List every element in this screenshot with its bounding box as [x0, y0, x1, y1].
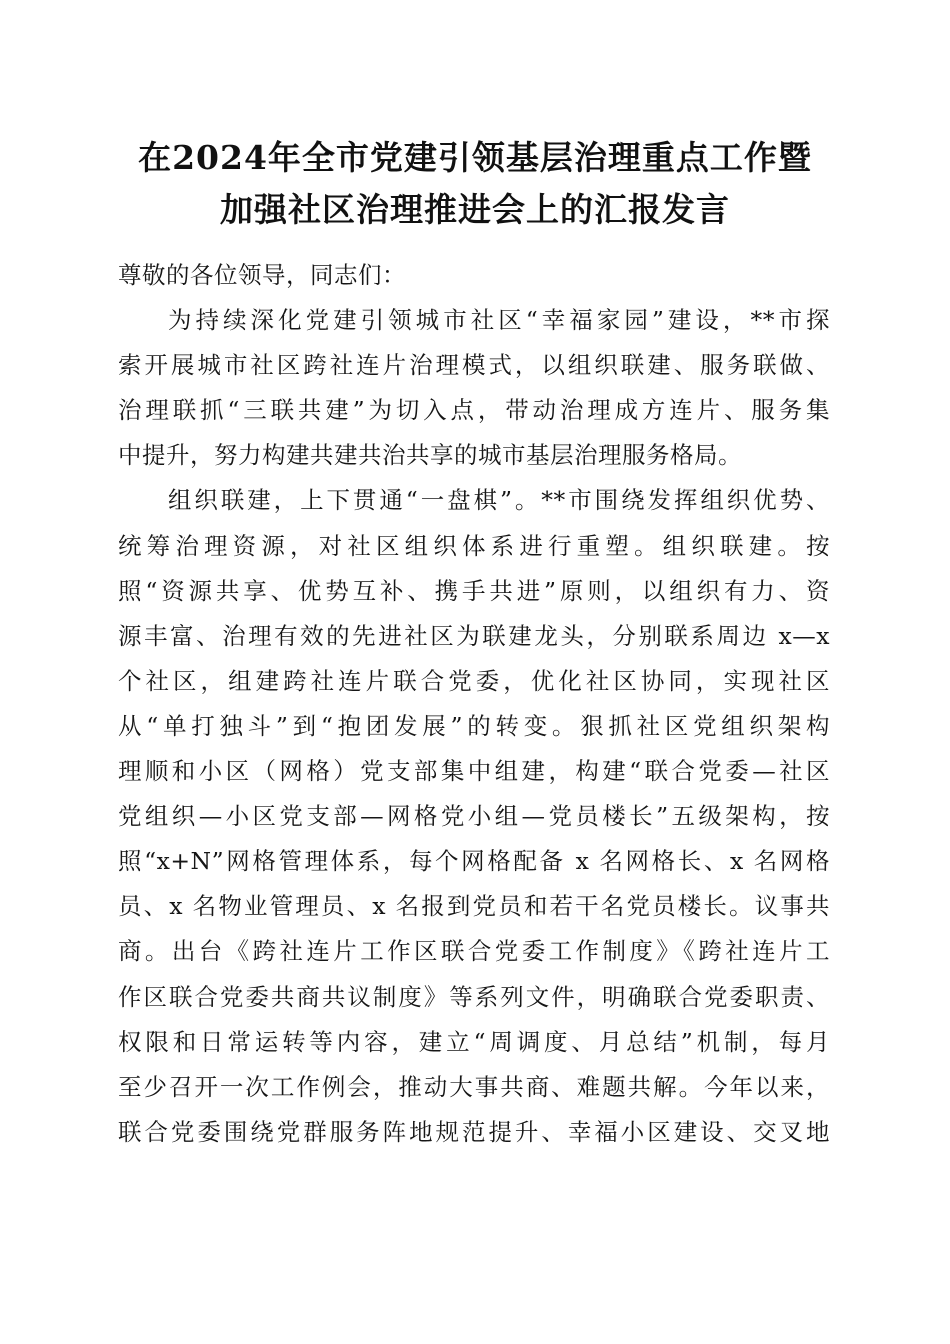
paragraph-line: 照“资源共享、优势互补、携手共进”原则，以组织有力、资 [118, 576, 830, 605]
paragraph-line: 作区联合党委共商共议制度》等系列文件，明确联合党委职责、 [118, 982, 830, 1011]
title-line-2: 加强社区治理推进会上的汇报发言 [220, 190, 730, 229]
paragraph-line: 个社区，组建跨社连片联合党委，优化社区协同，实现社区 [118, 666, 830, 695]
paragraph-line: 中提升，努力构建共建共治共享的城市基层治理服务格局。 [118, 441, 742, 470]
document-title [80, 132, 870, 236]
paragraph-line: 理顺和小区（网格）党支部集中组建，构建“联合党委—社区 [118, 757, 830, 786]
paragraph-line: 统筹治理资源，对社区组织体系进行重塑。组织联建。按 [118, 531, 830, 560]
paragraph-line: 至少召开一次工作例会，推动大事共商、难题共解。今年以来， [118, 1072, 830, 1101]
salutation: 尊敬的各位领导，同志们： [118, 261, 406, 289]
paragraph-1 [118, 298, 830, 478]
paragraph-line: 索开展城市社区跨社连片治理模式，以组织联建、服务联做、 [118, 351, 830, 380]
paragraph-line: 联合党委围绕党群服务阵地规范提升、幸福小区建设、交叉地 [118, 1117, 830, 1146]
paragraph-line: 源丰富、治理有效的先进社区为联建龙头，分别联系周边 x—x [118, 621, 830, 650]
paragraph-line: 党组织—小区党支部—网格党小组—党员楼长”五级架构，按 [118, 802, 830, 831]
paragraph-line: 组织联建，上下贯通“一盘棋”。**市围绕发挥组织优势、 [168, 486, 830, 515]
paragraph-line: 为持续深化党建引领城市社区“幸福家园”建设，**市探 [168, 306, 830, 335]
paragraph-2 [118, 478, 830, 1154]
paragraph-line: 权限和日常运转等内容，建立“周调度、月总结”机制，每月 [118, 1027, 830, 1056]
paragraph-line: 员、x 名物业管理员、x 名报到党员和若干名党员楼长。议事共 [118, 892, 830, 921]
title-line-1: 在2024年全市党建引领基层治理重点工作暨 [138, 138, 812, 177]
paragraph-line: 从“单打独斗”到“抱团发展”的转变。狠抓社区党组织架构 [118, 711, 830, 740]
paragraph-line: 治理联抓“三联共建”为切入点，带动治理成方连片、服务集 [118, 396, 830, 425]
paragraph-line: 商。出台《跨社连片工作区联合党委工作制度》《跨社连片工 [118, 937, 830, 966]
paragraph-line: 照“x+N”网格管理体系，每个网格配备 x 名网格长、x 名网格 [118, 847, 830, 876]
document-body [118, 253, 830, 1155]
